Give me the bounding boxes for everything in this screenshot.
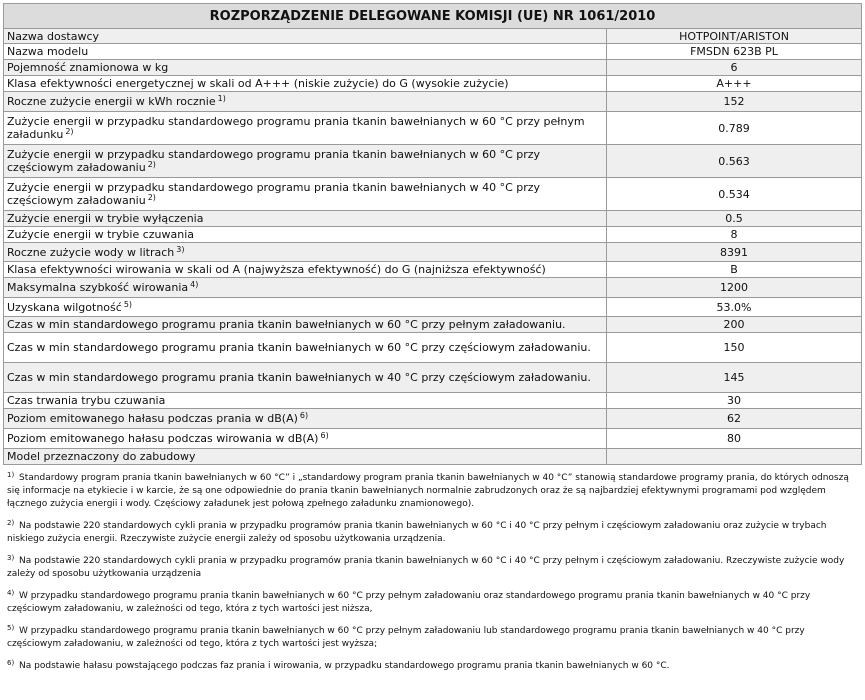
table-row (4, 317, 862, 333)
table-row (4, 393, 862, 409)
row-value: 0.5 (607, 211, 862, 227)
row-label-text: Poziom emitowanego hałasu podczas prania w dB(A) (7, 412, 298, 425)
footnote-text: Na podstawie 220 standardowych cykli prania w przypadku programów prania tkanin bawełnianych w 60 °C i 40 °C przy pełnym i częściowym załadowaniu. Rzeczywiste zużycie wody zależy od sposobu użytkowania urządzenia (7, 556, 845, 579)
row-value (607, 449, 862, 465)
table-row (4, 76, 862, 92)
row-label (4, 76, 607, 92)
row-label (4, 29, 607, 44)
row-value: 145 (607, 363, 862, 393)
row-label (4, 44, 607, 60)
table-row (4, 262, 862, 278)
row-value: 80 (607, 429, 862, 449)
row-label (4, 449, 607, 465)
row-value: HOTPOINT/ARISTON (607, 29, 862, 44)
row-value: 0.563 (607, 145, 862, 178)
row-label-text: Poziom emitowanego hałasu podczas wirowania w dB(A) (7, 432, 319, 445)
table-row (4, 227, 862, 243)
table-row (4, 92, 862, 112)
title-row (4, 4, 862, 29)
table-row (4, 60, 862, 76)
row-value: 0.534 (607, 178, 862, 211)
row-value: FMSDN 623B PL (607, 44, 862, 60)
row-label-text: Zużycie energii w trybie wyłączenia (7, 212, 204, 225)
spec-table (3, 3, 862, 465)
row-label (4, 298, 607, 317)
row-value: A+++ (607, 76, 862, 92)
row-label-text: Klasa efektywności wirowania w skali od A (najwyższa efektywność) do G (najniższa efektywność) (7, 263, 546, 276)
footnote (7, 660, 859, 673)
table-row (4, 44, 862, 60)
row-label-text: Nazwa dostawcy (7, 29, 100, 43)
footnote-ref: 2) (147, 160, 156, 169)
footnote-ref: 1) (217, 94, 226, 103)
row-value: 150 (607, 333, 862, 363)
row-label-text: Klasa efektywności energetycznej w skali od A+++ (niskie zużycie) do G (wysokie zużycie) (7, 77, 509, 90)
footnote-text: W przypadku standardowego programu prania tkanin bawełnianych w 60 °C przy pełnym załadowaniu lub standardowego programu prania tkanin bawełnianych w 40 °C przy częściowym załadowaniu, w zależności od tego, która z tych wartości jest wyższa; (7, 626, 805, 649)
table-row (4, 145, 862, 178)
table-row (4, 178, 862, 211)
table-row (4, 333, 862, 363)
footnote (7, 590, 859, 616)
table-row (4, 278, 862, 298)
footnotes (3, 472, 859, 673)
footnote-number: 4) (7, 589, 15, 597)
table-row (4, 363, 862, 393)
footnote-number: 5) (7, 624, 15, 632)
table-row (4, 112, 862, 145)
footnote (7, 555, 859, 581)
row-label-text: Zużycie energii w przypadku standardowego programu prania tkanin bawełnianych w 60 °C przy częściowym załadowaniu (7, 148, 541, 174)
row-label-text: Czas trwania trybu czuwania (7, 394, 166, 407)
row-label (4, 317, 607, 333)
footnote-ref: 4) (190, 280, 199, 289)
footnote (7, 625, 859, 651)
row-value: 8391 (607, 243, 862, 262)
row-label (4, 278, 607, 298)
table-row (4, 449, 862, 465)
energy-label-sheet (3, 3, 861, 682)
row-label (4, 333, 607, 363)
row-label-text: Nazwa modelu (7, 45, 89, 58)
footnote-text: Standardowy program prania tkanin bawełnianych w 60 °C” i „standardowy program prania tkanin bawełnianych w 40 °C” stanowią standardowe programy prania, do których odnoszą się informacje na etykiecie i w karcie, że są one odpowiednie do prania tkanin bawełnianych normalnie zabrudzonych oraz że są najbardziej efektywnymi programami pod względem łącznego zużycia energii i wody. Częściowy załadunek jest połową zpełnego załadunku znamionowego). (7, 473, 849, 509)
row-label-text: Czas w min standardowego programu prania tkanin bawełnianych w 60 °C przy częściowym załadowaniu. (7, 341, 591, 354)
table-row (4, 211, 862, 227)
table-row (4, 298, 862, 317)
row-value: B (607, 262, 862, 278)
row-value: 0.789 (607, 112, 862, 145)
footnote-text: Na podstawie 220 standardowych cykli prania w przypadku programów prania tkanin bawełnianych w 60 °C i 40 °C przy pełnym i częściowym załadowaniu oraz zużycie w trybach niskiego zużycia energii. Rzeczywiste zużycie energii zależy od sposobu użytkowania urządzenia. (7, 521, 827, 544)
footnote-text: W przypadku standardowego programu prania tkanin bawełnianych w 60 °C przy pełnym załadowaniu oraz standardowego programu prania tkanin bawełnianych w 40 °C przy częściowym załadowaniu, w zależności od tego, która z tych wartości jest niższa, (7, 591, 811, 614)
row-label (4, 211, 607, 227)
row-label (4, 112, 607, 145)
footnote (7, 472, 859, 511)
row-label (4, 243, 607, 262)
row-label (4, 145, 607, 178)
row-value: 30 (607, 393, 862, 409)
row-label-text: Pojemność znamionowa w kg (7, 61, 169, 74)
footnote-number: 6) (7, 659, 15, 667)
footnote-ref: 6) (299, 411, 309, 420)
row-label-text: Maksymalna szybkość wirowania (7, 281, 189, 294)
row-label-text: Czas w min standardowego programu prania tkanin bawełnianych w 40 °C przy częściowym załadowaniu. (7, 371, 591, 384)
footnote-number: 2) (7, 519, 15, 527)
row-label (4, 409, 607, 429)
footnote-number: 1) (7, 471, 15, 479)
row-value: 152 (607, 92, 862, 112)
row-label-text: Model przeznaczony do zabudowy (7, 450, 196, 463)
row-label-text: Zużycie energii w trybie czuwania (7, 228, 195, 241)
row-label (4, 227, 607, 243)
row-label (4, 178, 607, 211)
row-label-text: Roczne zużycie wody w litrach (7, 245, 175, 259)
row-label-text: Zużycie energii w przypadku standardowego programu prania tkanin bawełnianych w 40 °C przy częściowym załadowaniu (7, 181, 541, 207)
row-label-text: Czas w min standardowego programu prania tkanin bawełnianych w 60 °C przy pełnym załadowaniu. (7, 318, 566, 331)
row-label-text: Zużycie energii w przypadku standardowego programu prania tkanin bawełnianych w 60 °C przy pełnym załadunku (7, 115, 585, 141)
row-label-text: Roczne zużycie energii w kWh rocznie (7, 95, 216, 108)
row-value: 8 (607, 227, 862, 243)
row-value: 62 (607, 409, 862, 429)
footnote-ref: 5) (123, 299, 133, 309)
row-label (4, 393, 607, 409)
footnote (7, 520, 859, 546)
row-label (4, 92, 607, 112)
row-label (4, 429, 607, 449)
table-row (4, 409, 862, 429)
table-row (4, 429, 862, 449)
table-row (4, 29, 862, 44)
footnote-ref: 2) (65, 127, 74, 136)
footnote-number: 3) (7, 554, 15, 562)
footnote-text: Na podstawie hałasu powstającego podczas faz prania i wirowania, w przypadku standardowego programu prania tkanin bawełnianych w 60 °C. (16, 661, 670, 671)
footnote-ref: 6) (320, 431, 329, 440)
footnote-ref: 2) (147, 193, 156, 202)
footnote-ref: 3) (176, 244, 185, 254)
row-value: 6 (607, 60, 862, 76)
row-label (4, 363, 607, 393)
row-label-text: Uzyskana wilgotność (7, 300, 122, 314)
row-label (4, 60, 607, 76)
row-value: 53.0% (607, 298, 862, 317)
document-title: ROZPORZĄDZENIE DELEGOWANE KOMISJI (UE) NR 1061/2010 (4, 4, 862, 29)
row-value: 200 (607, 317, 862, 333)
row-label (4, 262, 607, 278)
table-row (4, 243, 862, 262)
row-value: 1200 (607, 278, 862, 298)
